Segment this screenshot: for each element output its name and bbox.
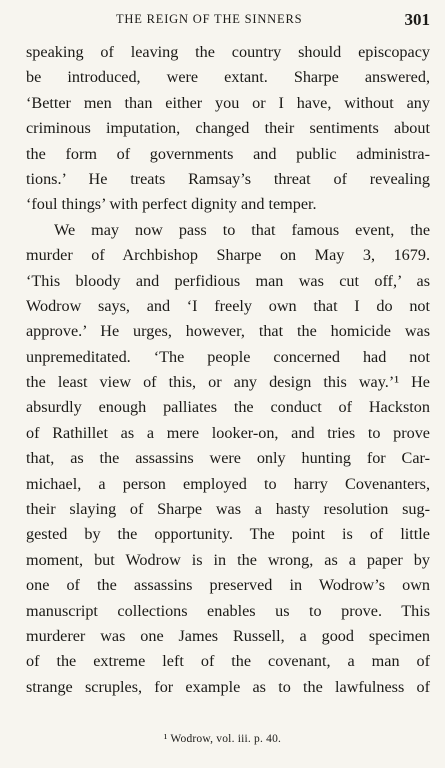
body-text	[26, 40, 430, 700]
text-line: one of the assassins preserved in Wodrow’s own	[26, 576, 430, 595]
text-line: tions.’ He treats Ramsay’s threat of revealing	[26, 169, 430, 188]
text-line: murderer was one James Russell, a good specimen	[26, 626, 430, 645]
text-line: ‘foul things’ with perfect dignity and temper.	[26, 195, 317, 214]
text-line: their slaying of Sharpe was a hasty resolution sug-	[26, 500, 430, 519]
text-line: strange scruples, for example as to the lawfulness of	[26, 677, 430, 696]
text-line: Wodrow says, and ‘I freely own that I do not	[26, 296, 430, 315]
text-line: approve.’ He urges, however, that the homicide was	[26, 322, 430, 341]
text-line: criminous imputation, changed their sentiments about	[26, 119, 430, 138]
footnote: ¹ Wodrow, vol. iii. p. 40.	[163, 733, 282, 745]
text-line: ‘Better men than either you or I have, without any	[26, 93, 430, 112]
text-line: murder of Archbishop Sharpe on May 3, 1679.	[26, 246, 430, 265]
text-line: be introduced, were extant. Sharpe answered,	[26, 68, 430, 87]
text-line: of Rathillet as a mere looker-on, and tries to prove	[26, 423, 430, 442]
text-line: ‘This bloody and perfidious man was cut off,’ as	[26, 271, 430, 290]
text-line: the least view of this, or any design this way.’¹ He	[26, 373, 430, 392]
paragraph-start-line: We may now pass to that famous event, the	[54, 220, 430, 239]
text-line: moment, but Wodrow is in the wrong, as a paper by	[26, 550, 430, 569]
text-line: michael, a person employed to harry Covenanters,	[26, 474, 430, 493]
text-line: gested by the opportunity. The point is of little	[26, 525, 430, 544]
text-line: of the extreme left of the covenant, a man of	[26, 652, 430, 671]
running-title: THE REIGN OF THE SINNERS	[116, 12, 303, 26]
text-line: speaking of leaving the country should episcopacy	[26, 43, 430, 61]
text-line: manuscript collections enables us to prove. This	[26, 601, 430, 620]
text-line: the form of governments and public administra-	[26, 144, 430, 163]
text-line: that, as the assassins were only hunting for Car-	[26, 449, 430, 468]
text-line: absurdly enough palliates the conduct of Hackston	[26, 398, 430, 417]
page-number: 301	[404, 10, 430, 29]
text-line: unpremeditated. ‘The people concerned had not	[26, 347, 430, 366]
running-head	[26, 10, 430, 32]
